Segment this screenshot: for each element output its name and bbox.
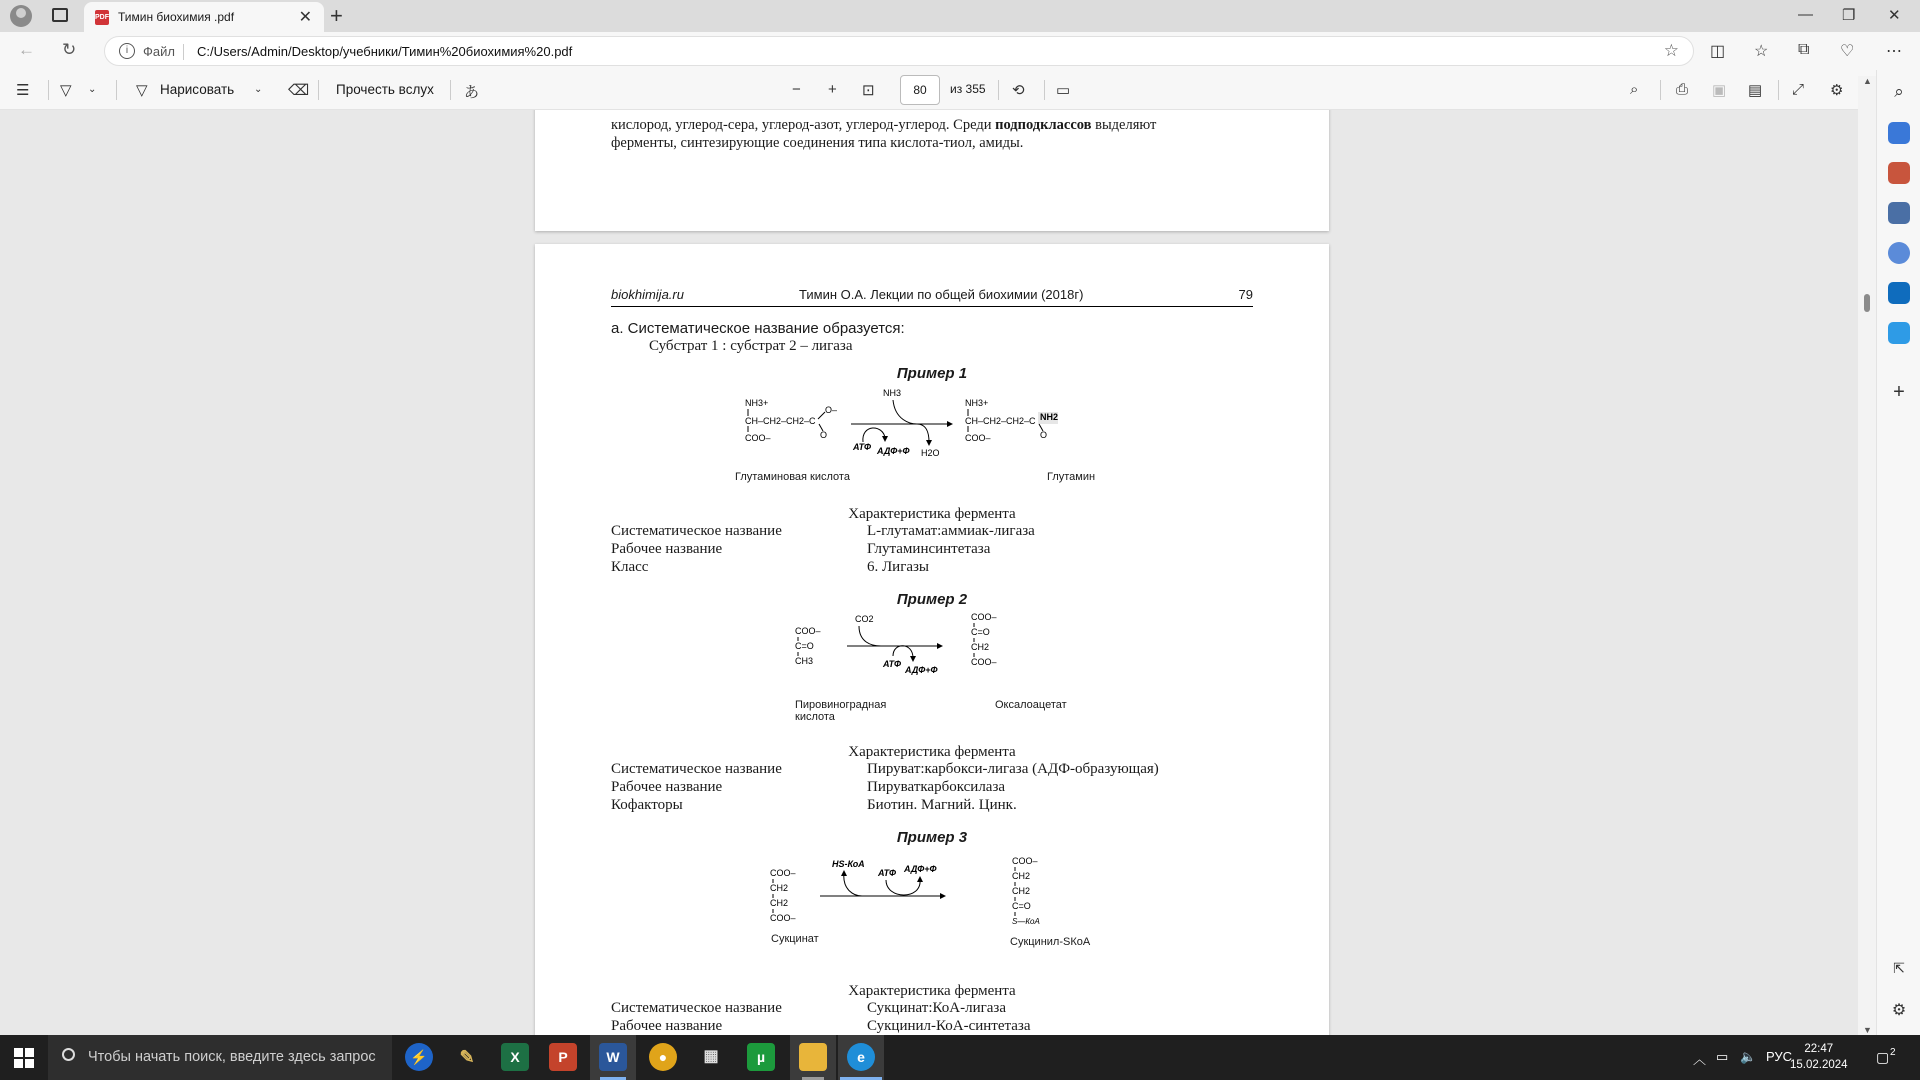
tray-network-icon[interactable]: ▭: [1716, 1049, 1729, 1064]
save-icon[interactable]: ▣: [1712, 82, 1727, 99]
sidebar-settings-icon[interactable]: ⚙: [1891, 1002, 1907, 1019]
zoom-out-icon[interactable]: −: [792, 81, 801, 98]
tab-strip: [0, 0, 1920, 32]
taskbar-app-pen-icon[interactable]: ✎: [459, 1047, 475, 1067]
tab-actions-icon[interactable]: [52, 8, 68, 22]
page-total: из 355: [950, 82, 986, 96]
browser-essentials-icon[interactable]: ♡: [1840, 43, 1855, 60]
sidebar-search-icon[interactable]: ⌕: [1894, 82, 1904, 101]
taskbar-word-icon[interactable]: W: [599, 1043, 627, 1071]
header-page-number: 79: [1238, 287, 1253, 302]
characteristic-title: Характеристика фермента: [848, 983, 1016, 999]
substrate-caption: Пировиноградная кислота: [795, 699, 887, 723]
split-screen-icon[interactable]: ◫: [1710, 43, 1726, 60]
tray-expand-icon[interactable]: ︿: [1693, 1052, 1707, 1067]
reaction-scheme-3: [770, 856, 1090, 936]
pdf-file-icon: PDF: [95, 10, 109, 25]
sidebar-drop-icon[interactable]: [1888, 322, 1910, 344]
svg-text:АДФ+Ф: АДФ+Ф: [877, 446, 910, 456]
sidebar-open-external-icon[interactable]: ⇱: [1893, 960, 1905, 976]
draw-icon[interactable]: ▽: [136, 82, 148, 99]
new-tab-icon[interactable]: +: [330, 3, 343, 28]
search-placeholder: Чтобы начать поиск, введите здесь запрос: [88, 1049, 376, 1065]
sidebar-add-icon[interactable]: +: [1893, 381, 1905, 403]
pdf-page: biokhimija.ru Тимин О.А. Лекции по общей биохимии (2018г) 79 а. Систематическое название образуется: Субстрат 1 : субстрат 2 – лигаза Пример 1 NH3+ CH–CH2–CH2–C O– O COO– NH3 АТФ АДФ+Ф H2O NH3+ CH–CH2–CH2–C NH2 O COO– Глутаминовая кислота Глутамин Характеристика фермента Систематическое название L-глутамат:аммиак-лигаза Рабочее название Глутаминсинтетаза Класс 6. Лигазы Пример 2 COO– C=O CH3 CO2 АТФ АДФ+Ф COO– C=O CH2 COO– Пировиноградная кислота Оксалоацетат Характеристика фермента Систематическое название Пируват:карбокси-лигаза (АДФ-образующая) Рабочее название Пируваткарбоксилаза Кофакторы Биотин. Магний. Цинк. Пример 3 COO– CH2 CH2 COO– HS-КоА АТФ АДФ+Ф COO– CH2 CH2 C=O S—КоА Сукцинат Сукцинил-SКоА Характеристика фермента Систематическое название Сукцинат:КоА-лигаза Рабочее название Сукцинил-КоА-синтетаза: [535, 244, 1329, 1035]
tab-close-icon[interactable]: ✕: [298, 9, 312, 26]
svg-text:COO–: COO–: [965, 433, 991, 443]
minimize-icon[interactable]: —: [1798, 6, 1813, 23]
translate-icon[interactable]: あ: [464, 84, 480, 101]
header-title: Тимин О.А. Лекции по общей биохимии (2018г): [799, 287, 1084, 302]
svg-text:АТФ: АТФ: [878, 868, 896, 878]
svg-text:HS-КоА: HS-КоА: [832, 859, 865, 869]
taskbar-clapper-icon[interactable]: ▦: [703, 1048, 719, 1065]
url-text[interactable]: C:/Users/Admin/Desktop/учебники/Тимин%20биохимия%20.pdf: [197, 44, 573, 59]
svg-text:S—КоА: S—КоА: [1012, 917, 1040, 926]
svg-text:O: O: [820, 430, 828, 440]
read-aloud-button[interactable]: Прочесть вслух: [336, 82, 434, 97]
svg-text:C=O: C=O: [971, 627, 990, 637]
example-title: Пример 1: [896, 365, 968, 382]
page-header: [611, 285, 1253, 307]
tab-title: Тимин биохимия .pdf: [118, 10, 235, 24]
svg-text:CH3: CH3: [795, 656, 814, 666]
scrollbar-thumb[interactable]: [1864, 294, 1870, 312]
tab-active[interactable]: [84, 2, 324, 32]
svg-text:C=O: C=O: [1012, 901, 1031, 911]
svg-text:COO–: COO–: [971, 657, 997, 667]
draw-button[interactable]: Нарисовать: [160, 82, 235, 97]
svg-text:H2O: H2O: [921, 448, 940, 458]
highlight-icon[interactable]: ▽: [60, 82, 72, 99]
svg-text:COO–: COO–: [770, 913, 796, 923]
taskbar-search[interactable]: [48, 1035, 392, 1080]
reaction-scheme-2: [795, 612, 1095, 692]
more-menu-icon[interactable]: ⋯: [1886, 43, 1902, 60]
rotate-icon[interactable]: ⟲: [1012, 82, 1025, 99]
draw-dropdown-icon[interactable]: ⌄: [254, 84, 263, 95]
svg-text:CH2: CH2: [770, 883, 789, 893]
notification-count: 2: [1890, 1047, 1896, 1058]
svg-text:C=O: C=O: [795, 641, 814, 651]
svg-text:АДФ+Ф: АДФ+Ф: [904, 864, 937, 874]
pdf-settings-icon[interactable]: ⚙: [1830, 82, 1844, 99]
edge-sidebar: [1876, 70, 1920, 1035]
close-window-icon[interactable]: ✕: [1888, 7, 1901, 24]
taskbar: [0, 1035, 1920, 1080]
product-caption: Сукцинил-SКоА: [1010, 936, 1091, 948]
svg-text:COO–: COO–: [795, 626, 821, 636]
fit-width-icon[interactable]: ⊡: [862, 82, 875, 99]
info-icon[interactable]: i: [119, 43, 135, 59]
contents-icon[interactable]: ☰: [16, 82, 30, 99]
sidebar-m365-icon[interactable]: [1888, 242, 1910, 264]
svg-text:CH–CH2–CH2–C: CH–CH2–CH2–C: [965, 416, 1036, 426]
example-title: Пример 2: [896, 591, 968, 608]
naming-formula: Субстрат 1 : субстрат 2 – лигаза: [649, 338, 853, 354]
header-site: biokhimija.ru: [611, 287, 684, 302]
svg-text:O: O: [1040, 430, 1048, 440]
svg-text:COO–: COO–: [1012, 856, 1038, 866]
svg-text:АТФ: АТФ: [883, 659, 901, 669]
refresh-icon[interactable]: ↻: [62, 40, 77, 59]
profile-icon[interactable]: [10, 5, 32, 27]
scroll-down-icon[interactable]: ▼: [1863, 1025, 1872, 1035]
svg-text:NH3+: NH3+: [965, 398, 989, 408]
page-number-input[interactable]: 80: [900, 75, 940, 105]
save-as-icon[interactable]: ▤: [1748, 82, 1763, 99]
svg-text:АТФ: АТФ: [853, 442, 871, 452]
paragraph-line: ферменты, синтезирующие соединения типа кислота-тиол, амиды.: [611, 135, 1024, 151]
address-bar-row: [0, 32, 1920, 70]
sidebar-tools-icon[interactable]: [1888, 162, 1910, 184]
pdf-toolbar: [0, 70, 1920, 110]
back-icon[interactable]: ←: [18, 40, 35, 59]
taskbar-powerpoint-icon[interactable]: P: [549, 1043, 577, 1071]
sidebar-shopping-icon[interactable]: [1888, 122, 1910, 144]
notification-center-icon[interactable]: ▢: [1876, 1049, 1890, 1065]
zoom-in-icon[interactable]: +: [828, 81, 837, 98]
svg-text:COO–: COO–: [971, 612, 997, 622]
search-icon[interactable]: ⌕: [1630, 81, 1639, 98]
pdf-page-prev: [535, 110, 1329, 231]
print-icon[interactable]: ⎙: [1676, 81, 1689, 98]
sidebar-games-icon[interactable]: [1888, 202, 1910, 224]
svg-text:CH2: CH2: [1012, 871, 1031, 881]
taskbar-torrent-icon[interactable]: µ: [747, 1043, 775, 1071]
taskbar-explorer-icon[interactable]: [799, 1043, 827, 1071]
svg-text:CH2: CH2: [770, 898, 789, 908]
svg-text:NH3: NH3: [883, 388, 902, 398]
svg-text:CH2: CH2: [1012, 886, 1031, 896]
svg-text:CH2: CH2: [971, 642, 990, 652]
fullscreen-icon[interactable]: ⤢: [1792, 81, 1805, 98]
taskbar-excel-icon[interactable]: X: [501, 1043, 529, 1071]
favorites-icon[interactable]: ☆: [1754, 43, 1769, 60]
sidebar-outlook-icon[interactable]: [1888, 282, 1910, 304]
substrate-caption: Сукцинат: [771, 933, 819, 945]
svg-text:O–: O–: [825, 405, 838, 415]
vertical-scrollbar[interactable]: [1858, 76, 1876, 1035]
collections-icon[interactable]: ⧉: [1798, 41, 1810, 58]
tray-volume-icon[interactable]: 🔈: [1740, 1049, 1757, 1064]
taskbar-edge-icon[interactable]: e: [847, 1043, 875, 1071]
reaction-scheme-1: [735, 384, 1135, 479]
page-view-icon[interactable]: ▭: [1056, 82, 1071, 99]
taskbar-clock[interactable]: 22:47 15.02.2024: [1790, 1043, 1848, 1071]
svg-text:COO–: COO–: [745, 433, 771, 443]
paragraph-line: кислород, углерод-сера, углерод-азот, углерод-углерод. Среди подподклассов выделяют: [611, 117, 1157, 133]
scroll-up-icon[interactable]: ▲: [1863, 76, 1872, 86]
characteristic-title: Характеристика фермента: [848, 744, 1016, 760]
taskbar-app-flash-icon[interactable]: ⚡: [405, 1043, 433, 1071]
address-scheme-label: Файл: [143, 44, 175, 59]
windows-start-icon[interactable]: [14, 1048, 34, 1068]
taskbar-chrome-icon[interactable]: ●: [649, 1043, 677, 1071]
substrate-caption: Глутаминовая кислота: [735, 471, 850, 483]
svg-text:АДФ+Ф: АДФ+Ф: [905, 665, 938, 675]
product-caption: Оксалоацетат: [995, 699, 1067, 711]
svg-text:NH3+: NH3+: [745, 398, 769, 408]
address-bar[interactable]: [104, 36, 1694, 66]
pdf-viewer[interactable]: [0, 110, 1876, 1035]
search-icon: [62, 1048, 75, 1061]
svg-text:CO2: CO2: [855, 614, 874, 624]
restore-icon[interactable]: ❐: [1842, 7, 1856, 24]
svg-text:NH2: NH2: [1040, 412, 1059, 422]
highlight-dropdown-icon[interactable]: ⌄: [88, 84, 97, 95]
svg-text:COO–: COO–: [770, 868, 796, 878]
eraser-icon[interactable]: ⌫: [288, 82, 310, 99]
product-caption: Глутамин: [1047, 471, 1096, 483]
favorite-star-icon[interactable]: ☆: [1663, 41, 1679, 60]
section-heading: а. Систематическое название образуется:: [611, 320, 905, 337]
tray-language[interactable]: РУС: [1766, 1049, 1793, 1064]
svg-text:CH–CH2–CH2–C: CH–CH2–CH2–C: [745, 416, 816, 426]
characteristic-title: Характеристика фермента: [848, 506, 1016, 522]
example-title: Пример 3: [896, 829, 968, 846]
